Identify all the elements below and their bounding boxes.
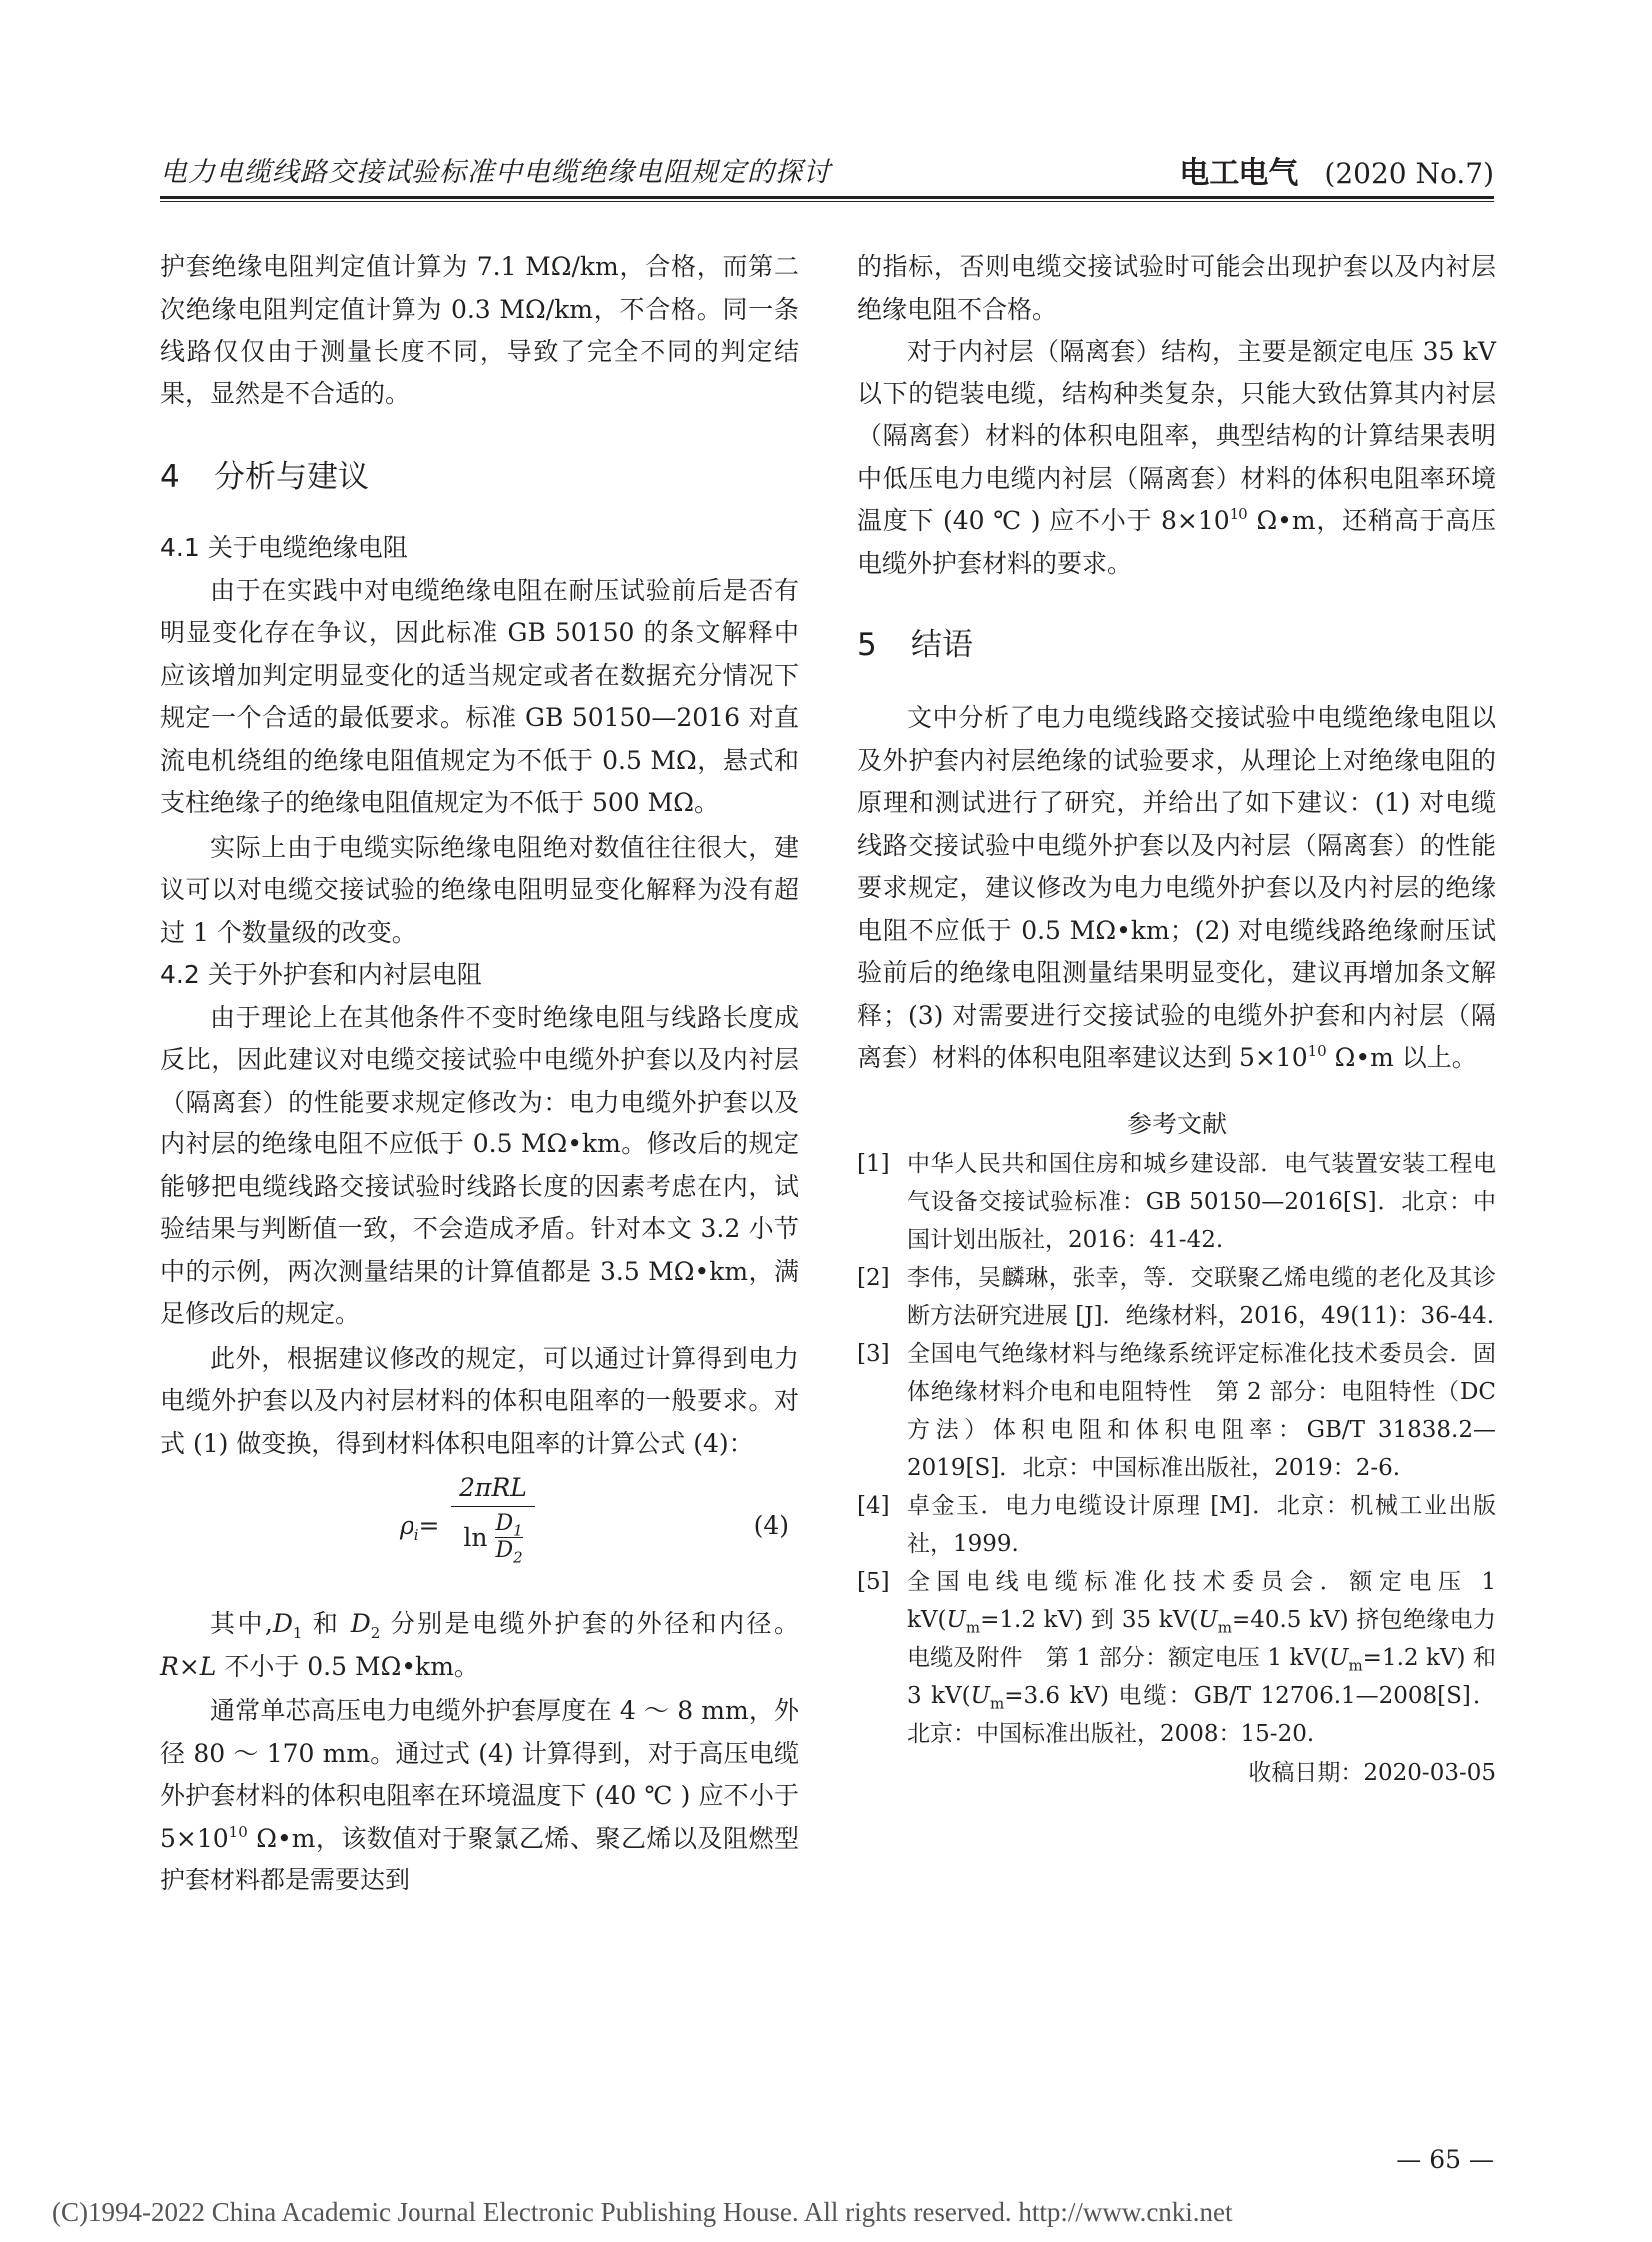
left-column: [160, 246, 799, 1902]
header-rule: [160, 196, 1494, 199]
reference-item: [4] 卓金玉．电力电缆设计原理 [M]．北京：机械工业出版社，1999.: [857, 1492, 1496, 1557]
reference-item: [5] 全国电线电缆标准化技术委员会．额定电压 1 $kV(U_m=1.2$ kV) 到 35 $kV(U_m=40.5$ kV) 挤包绝缘电力电缆及附件 第 1 部分：额定电压 1 $kV(U_m=1.2$ kV) 和 3 $kV(U_m=3.6$ kV) 电缆：GB/T 12706.1—2008[S]．北京：中国标准出版社，2008：15-20.: [857, 1568, 1497, 1747]
journal-name: 电工电气: [1179, 156, 1299, 191]
formula-denominator: ln $\frac{D_1}{D_2}$: [463, 1511, 523, 1567]
paragraph: 其中$,D_1$ 和 $D_2$ 分别是电缆外护套的外径和内径。R×L 不小于 0.5 MΩ•km。: [160, 1609, 799, 1681]
copyright-footer: (C)1994-2022 China Academic Journal Electronic Publishing House. All rights reserved. http://www.cnki.net: [52, 2197, 1233, 2227]
reference-list: [857, 1145, 1496, 1563]
fraction-bar: [451, 1506, 535, 1507]
journal-issue: (2020 No.7): [1324, 157, 1494, 190]
received-date: 收稿日期：2020-03-05: [1248, 1759, 1496, 1786]
header-rule-thin: [160, 201, 1494, 202]
paragraph: 由于在实践中对电缆绝缘电阻在耐压试验前后是否有明显变化存在争议，因此标准 GB 50150 的条文解释中应该增加判定明显变化的适当规定或者在数据充分情况下规定一个合适的最低要求。标准 GB 50150—2016 对直流电机绕组的绝缘电阻值规定为不低于 0.5 MΩ，悬式和支柱绝缘子的绝缘电阻值规定为不低于 500 MΩ。: [160, 575, 799, 817]
running-header-journal: [1179, 148, 1494, 192]
paragraph: 对于内衬层（隔离套）结构，主要是额定电压 35 kV 以下的铠装电缆，结构种类复杂，只能大致估算其内衬层（隔离套）材料的体积电阻率，典型结构的计算结果表明中低压电力电缆内衬层（隔离套）材料的体积电阻率环境温度下 (40 ℃ ) 应不小于 $8\times 10^{10}$ Ω•m，还稍高于高压电缆外护套材料的要求。: [857, 337, 1496, 578]
section-heading-4: 4 分析与建议: [160, 459, 369, 495]
reference-item: [2] 李伟，吴麟琳，张幸，等．交联聚乙烯电缆的老化及其诊断方法研究进展 [J]．绝缘材料，2016，49(11)：36-44.: [857, 1264, 1496, 1329]
subsection-heading-4-1: 4.1 关于电缆绝缘电阻: [160, 533, 408, 562]
paragraph: 此外，根据建议修改的规定，可以通过计算得到电力电缆外护套以及内衬层材料的体积电阻率的一般要求。对式 (1) 做变换，得到材料体积电阻率的计算公式 (4)：: [160, 1343, 799, 1458]
formula-numerator: 2πRL: [459, 1473, 527, 1502]
paragraph: 的指标，否则电缆交接试验时可能会出现护套以及内衬层绝缘电阻不合格。: [857, 252, 1496, 324]
paragraph: 文中分析了电力电缆线路交接试验中电缆绝缘电阻以及外护套内衬层绝缘的试验要求，从理论上对绝缘电阻的原理和测试进行了研究，并给出了如下建议：(1) 对电缆线路交接试验中电缆外护套以及内衬层（隔离套）的性能要求规定，建议修改为电力电缆外护套以及内衬层的绝缘电阻不应低于 0.5 MΩ•km；(2) 对电缆线路绝缘耐压试验前后的绝缘电阻测量结果明显变化，建议再增加条文解释；(3) 对需要进行交接试验的电缆外护套和内衬层（隔离套）材料的体积电阻率建议达到 $5\times 10^{10}$ Ω•m 以上。: [857, 703, 1496, 1072]
section-heading-5: 5 结语: [857, 627, 973, 663]
paragraph: 通常单芯高压电力电缆外护套厚度在 4 ～ 8 mm，外径 80 ～ 170 mm。通过式 (4) 计算得到，对于高压电缆外护套材料的体积电阻率在环境温度下 (40 ℃ ) 应不小于 $5\times 10^{10}$ Ω•m，该数值对于聚氯乙烯、聚乙烯以及阻燃型护套材料都是需要达到: [160, 1696, 799, 1894]
paragraph: 实际上由于电缆实际绝缘电阻绝对数值往往很大，建议可以对电缆交接试验的绝缘电阻明显变化解释为没有超过 1 个数量级的改变。: [160, 832, 799, 947]
reference-item: [3] 全国电气绝缘材料与绝缘系统评定标准化技术委员会．固体绝缘材料介电和电阻特性 第 2 部分：电阻特性（DC 方法）体积电阻和体积电阻率：GB/T 31838.2—2019[S]．北京：中国标准出版社，2019：2-6.: [857, 1340, 1496, 1481]
references-heading: 参考文献: [1126, 1109, 1227, 1138]
equation-number: (4): [753, 1511, 789, 1540]
formula-fraction: [451, 1473, 535, 1567]
equation-4: [160, 1473, 799, 1593]
paragraph: 护套绝缘电阻判定值计算为 7.1 MΩ/km，合格，而第二次绝缘电阻判定值计算为 0.3 MΩ/km，不合格。同一条线路仅仅由于测量长度不同，导致了完全不同的判定结果，显然是不合适的。: [160, 252, 799, 408]
paragraph: 由于理论上在其他条件不变时绝缘电阻与线路长度成反比，因此建议对电缆交接试验中电缆外护套以及内衬层（隔离套）的性能要求规定修改为：电力电缆外护套以及内衬层的绝缘电阻不应低于 0.5 MΩ•km。修改后的规定能够把电缆线路交接试验时线路长度的因素考虑在内，试验结果与判断值一致，不会造成矛盾。针对本文 3.2 小节中的示例，两次测量结果的计算值都是 3.5 MΩ•km，满足修改后的规定。: [160, 1002, 799, 1328]
subsection-heading-4-2: 4.2 关于外护套和内衬层电阻: [160, 960, 482, 989]
reference-item: [1] 中华人民共和国住房和城乡建设部．电气装置安装工程电气设备交接试验标准：GB 50150—2016[S]．北京：中国计划出版社，2016：41-42.: [857, 1150, 1496, 1253]
page-number: — 65 —: [1396, 2145, 1494, 2174]
running-header-title: 电力电缆线路交接试验标准中电缆绝缘电阻规定的探讨: [160, 157, 831, 188]
right-column: [857, 246, 1496, 1793]
formula-rho: $\rho_i=$: [400, 1511, 440, 1544]
